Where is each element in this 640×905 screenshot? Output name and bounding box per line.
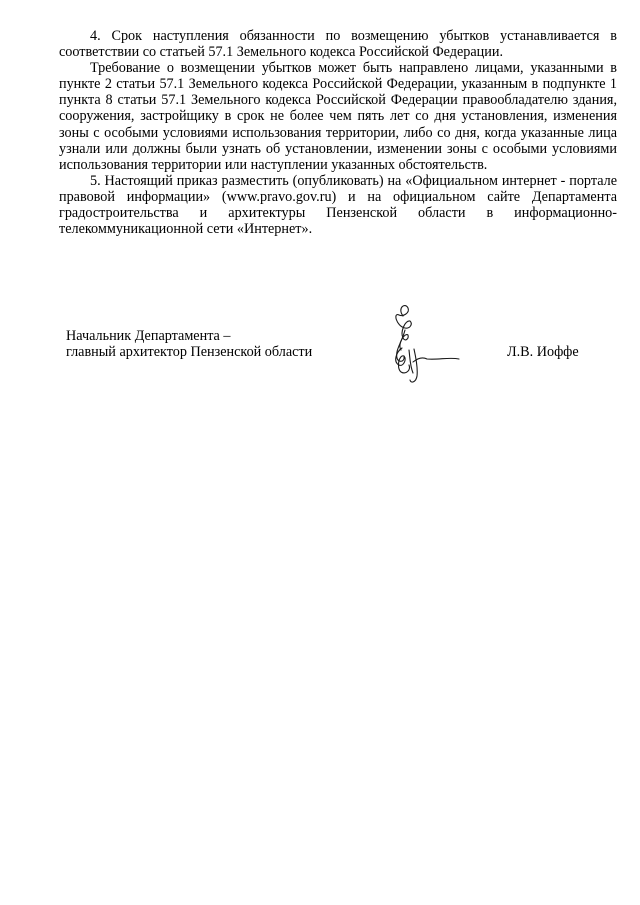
- document-body: [59, 28, 617, 237]
- signer-position-line-1: Начальник Департамента –: [66, 328, 231, 344]
- paragraph-clause-5: 5. Настоящий приказ разместить (опубликовать) на «Официальном интернет - портале правовой информации» (www.pravo.gov.ru) и на официальном сайте Департамента градостроительства и архитектуры Пензенской области в информационно-телекоммуникационной сети «Интернет».: [59, 172, 617, 238]
- handwritten-signature: [383, 302, 463, 390]
- signature-block: [66, 326, 586, 386]
- signer-position-line-2: главный архитектор Пензенской области: [66, 344, 313, 360]
- paragraph-clause-4: 4. Срок наступления обязанности по возмещению убытков устанавливается в соответствии со статьей 57.1 Земельного кодекса Российской Федерации.: [59, 28, 617, 61]
- paragraph-damage-claim: Требование о возмещении убытков может быть направлено лицами, указанными в пункте 2 статьи 57.1 Земельного кодекса Российской Федерации, указанным в подпункте 1 пункта 8 статьи 57.1 Земельного кодекса Российской Федерации правообладателю здания, сооружения, застройщику в срок не более чем пять лет со дня установления, изменения зоны с особыми условиями использования территории, либо со дня, когда указанные лица узнали или должны были узнать об установлении, изменении зоны с особыми условиями использования территории или наступлении указанных обстоятельств.: [59, 60, 617, 173]
- signer-name: Л.В. Иоффе: [507, 344, 579, 360]
